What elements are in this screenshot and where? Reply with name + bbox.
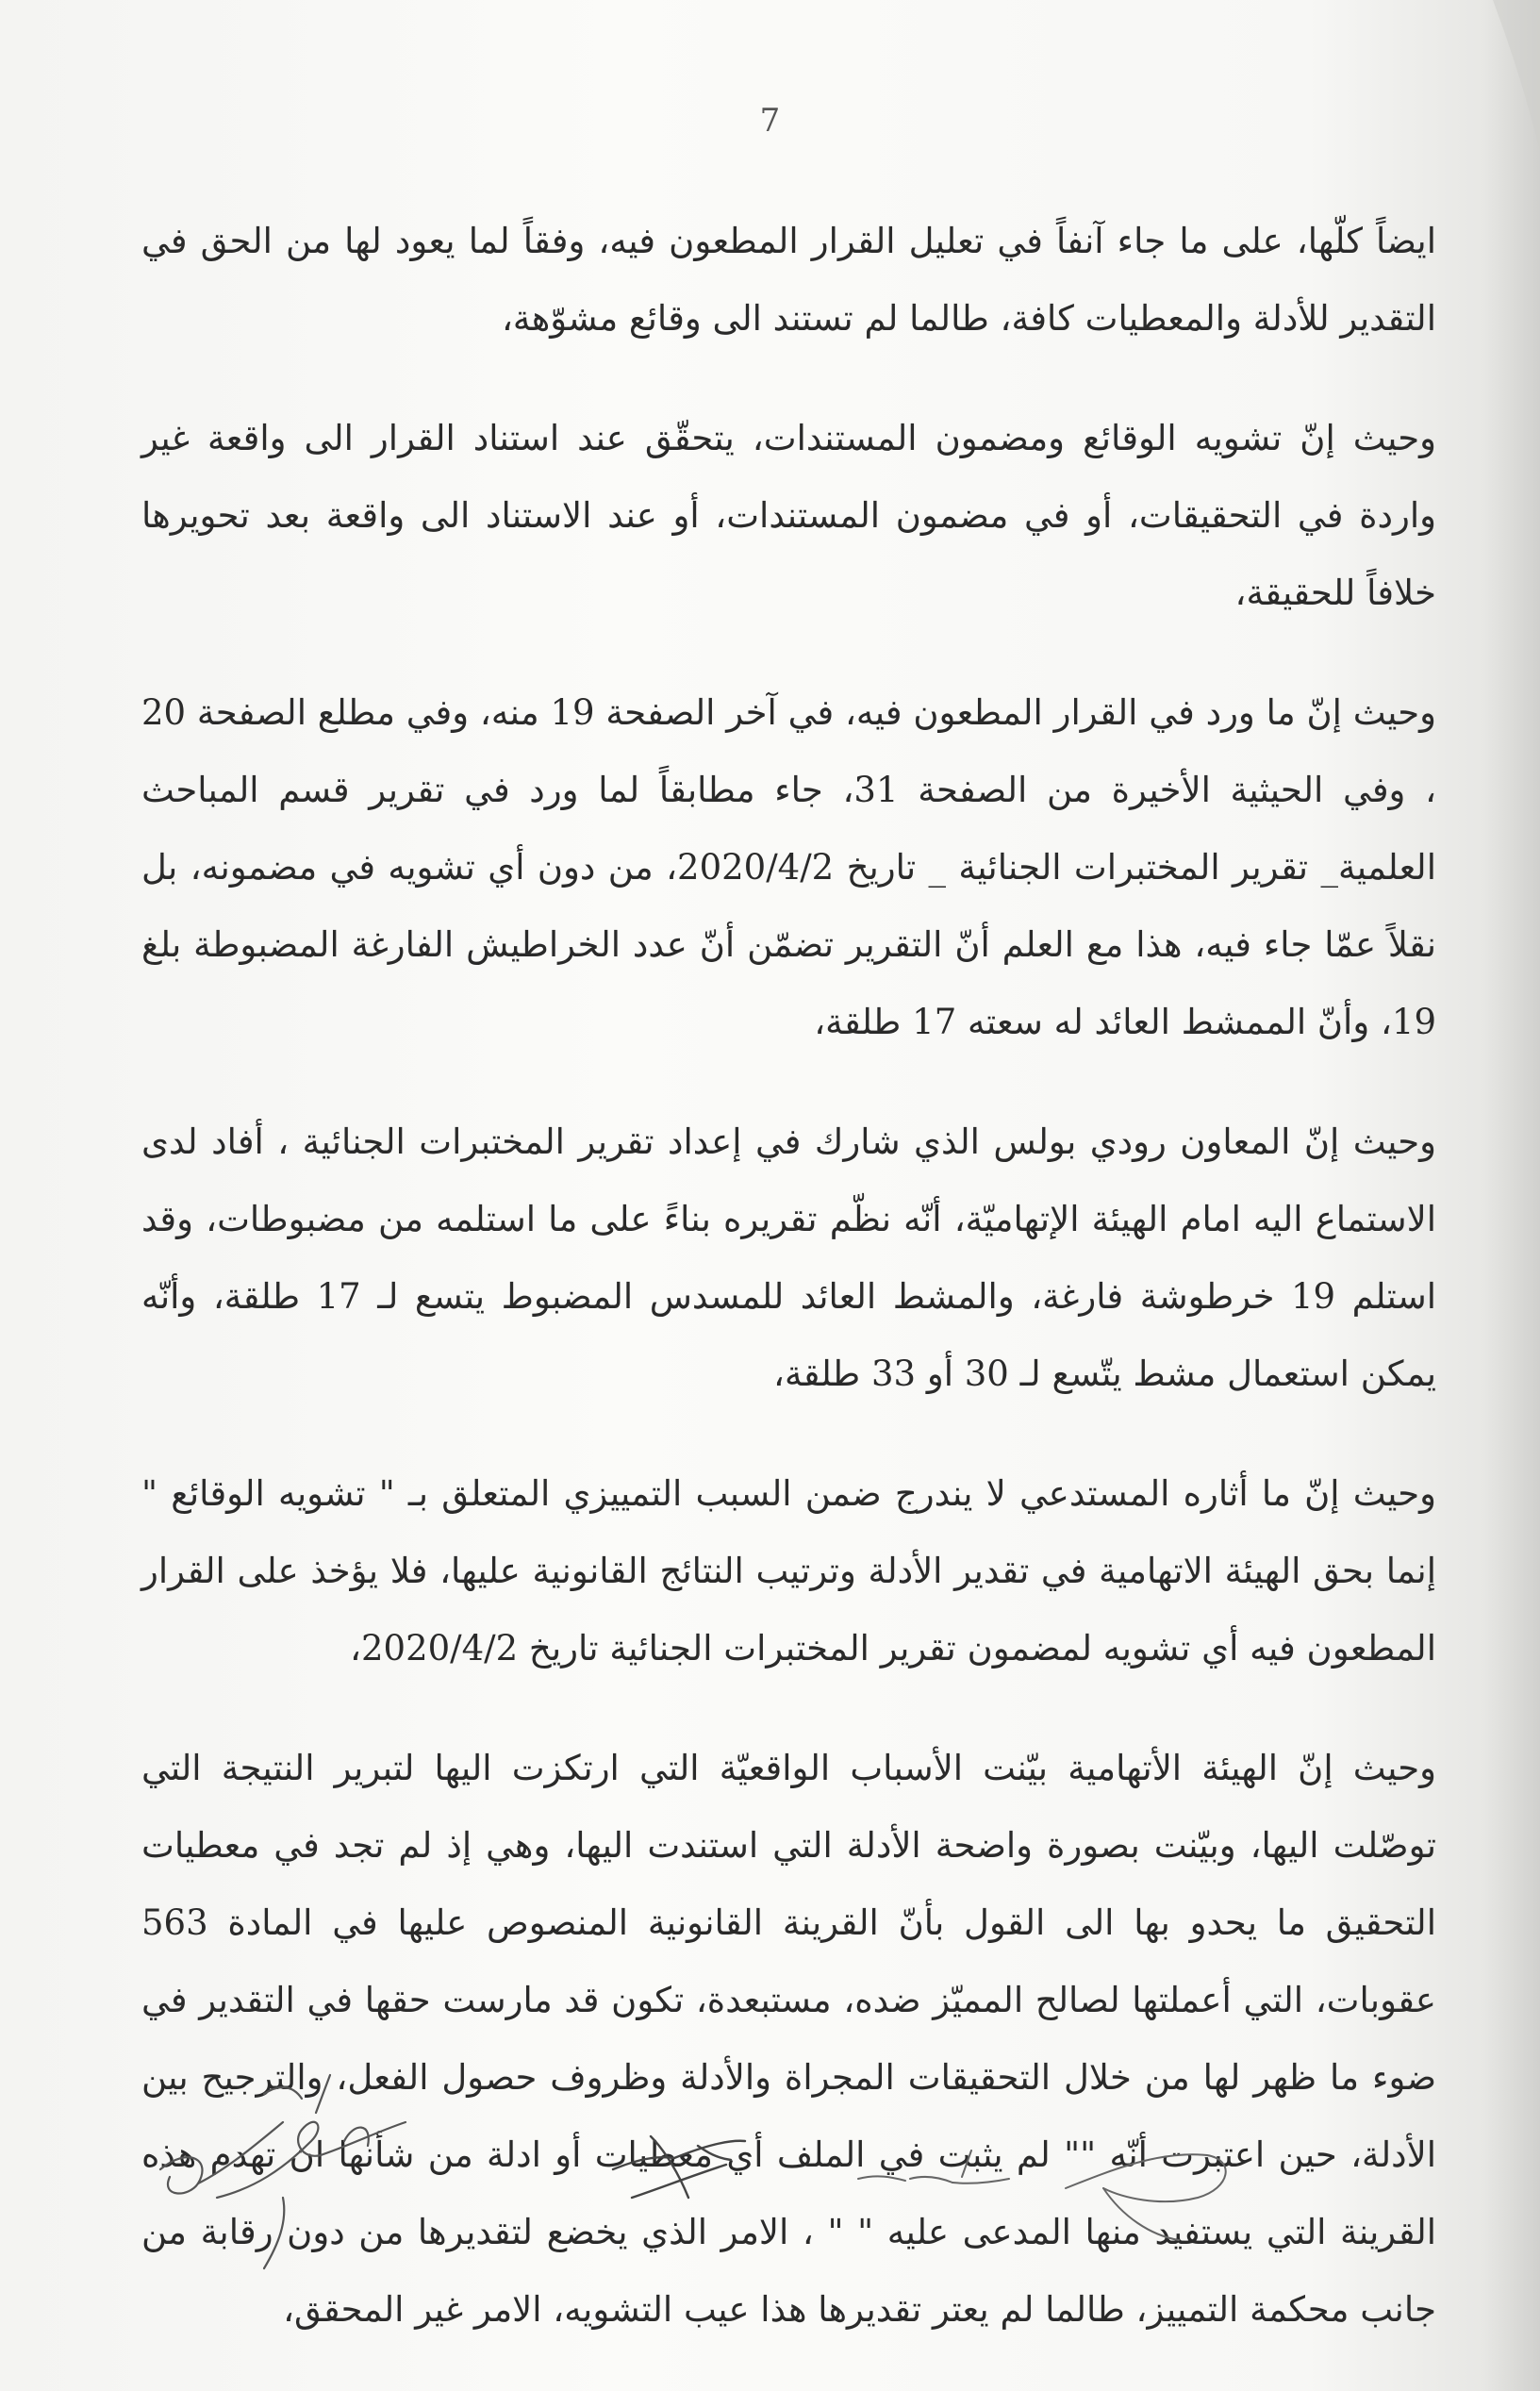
- paragraph: ايضاً كلّها، على ما جاء آنفاً في تعليل القرار المطعون فيه، وفقاً لما يعود لها من الحق في التقدير للأدلة والمعطيات كافة، طالما لم تستند الى وقائع مشوّهة،: [141, 221, 1436, 339]
- signatures-area: [123, 2056, 1349, 2283]
- paragraph: وحيث إنّ المعاون رودي بولس الذي شارك في إعداد تقرير المختبرات الجنائية ، أفاد لدى الاستماع اليه امام الهيئة الإتهاميّة، أنّه نظّم تقريره بناءً على ما استلمه من مضبوطات، وقد استلم 19 خرطوشة فارغة، والمشط العائد للمسدس المضبوط يتسع لـ 17 طلقة، وأنّه يمكن استعمال مشط يتّسع لـ 30 أو 33 طلقة،: [141, 1121, 1436, 1394]
- signature-middle: [613, 2136, 745, 2198]
- signature-left: [160, 2075, 406, 2268]
- paragraph: وحيث إنّ ما أثاره المستدعي لا يندرج ضمن السبب التمييزي المتعلق بـ " تشويه الوقائع " إنما بحق الهيئة الاتهامية في تقدير الأدلة وترتيب النتائج القانونية عليها، فلا يؤخذ على القرار المطعون فيه أي تشويه لمضمون تقرير المختبرات الجنائية تاريخ 2020/4/2،: [141, 1473, 1436, 1669]
- page-number: 7: [759, 102, 781, 140]
- page-edge-shadow: [1483, 0, 1540, 2391]
- paragraph: وحيث إنّ ما ورد في القرار المطعون فيه، في آخر الصفحة 19 منه، وفي مطلع الصفحة 20 ، وفي الحيثية الأخيرة من الصفحة 31، جاء مطابقاً لما ورد في تقرير قسم المباحث العلمية_ تقرير المختبرات الجنائية _ تاريخ 2020/4/2، من دون أي تشويه في مضمونه، بل نقلاً عمّا جاء فيه، هذا مع العلم أنّ التقرير تضمّن أنّ عدد الخراطيش الفارغة المضبوطة بلغ 19، وأنّ الممشط العائد له سعته 17 طلقة،: [141, 692, 1437, 1042]
- signature-right: [858, 2150, 1226, 2240]
- paragraph: وحيث إنّ الهيئة الأتهامية بيّنت الأسباب الواقعيّة التي ارتكزت اليها لتبرير النتيجة التي توصّلت اليها، وبيّنت بصورة واضحة الأدلة التي استندت اليها، وهي إذ لم تجد في معطيات التحقيق ما يحدو بها الى القول بأنّ القرينة القانونية المنصوص عليها في المادة 563 عقوبات، التي أعملتها لصالح المميّز ضده، مستبعدة، تكون قد مارست حقها في التقدير في ضوء ما ظهر لها من خلال التحقيقات المجراة والأدلة وظروف حصول الفعل، والترجيح بين الأدلة، حين اعتبرت أنّه "" لم يثبت في الملف أي معطيات أو ادلة من شأنها ان تهدم هذه القرينة التي يستفيد منها المدعى عليه " " ، الامر الذي يخضع لتقديرها من دون رقابة من جانب محكمة التمييز، طالما لم يعتر تقديرها هذا عيب التشويه، الامر غير المحقق،: [141, 1748, 1436, 2330]
- paragraph: وحيث إنّ تشويه الوقائع ومضمون المستندات، يتحقّق عند استناد القرار الى واقعة غير واردة في التحقيقات، أو في مضمون المستندات، أو عند الاستناد الى واقعة بعد تحويرها خلافاً للحقيقة،: [141, 418, 1436, 613]
